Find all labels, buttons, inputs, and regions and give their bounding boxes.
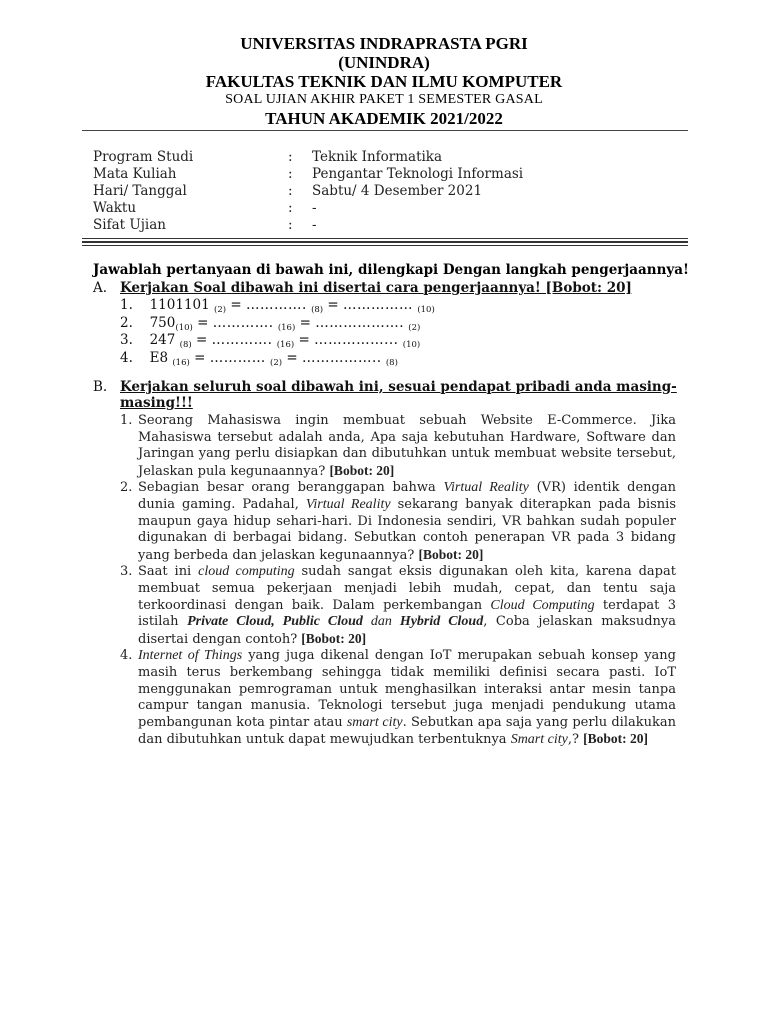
question-weight: [Bobot: 20] (583, 731, 648, 747)
question-number: 4. (120, 648, 133, 664)
info-row (93, 217, 683, 234)
number-value: 247 (149, 332, 176, 348)
question-term: dan (362, 614, 400, 630)
essay-question-list (120, 413, 676, 749)
question-text: . Sebutkan apa saja yang perlu dilakukan dan dibutuhkan untuk dapat mewujudkan terbentuknya (138, 714, 676, 748)
equals: = (282, 349, 302, 366)
question-text: ,? (567, 732, 584, 748)
info-row (93, 166, 683, 183)
list-item (120, 315, 435, 333)
answer-blank: …………. (245, 297, 307, 313)
question-term: Private Cloud, Public Cloud (187, 614, 363, 630)
info-colon: : (288, 166, 293, 182)
base-subscript: (10) (417, 305, 435, 315)
question-number: 1. (120, 413, 133, 428)
equals: = (295, 314, 316, 331)
equals: = (323, 297, 344, 313)
question-weight: [Bobot: 20] (301, 630, 367, 646)
question-text: , Coba jelaskan maksudnya disertai dengan contoh? (138, 614, 676, 647)
info-key: Sifat Ujian (93, 217, 166, 233)
info-row (93, 183, 683, 200)
question-term: Cloud Computing (490, 597, 595, 613)
question-text: Sebagian besar orang beranggapan bahwa (138, 480, 444, 496)
general-instruction: Jawablah pertanyaan di bawah ini, dilengkapi Dengan langkah pengerjaannya! (93, 262, 689, 278)
question-text: (VR) identik dengan dunia gaming. Padahal, (138, 480, 676, 512)
info-colon: : (288, 200, 293, 216)
exam-info-table (93, 149, 683, 234)
triple-divider (82, 238, 688, 246)
info-value: Pengantar Teknologi Informasi (312, 166, 524, 182)
university-name: UNIVERSITAS INDRAPRASTA PGRI (240, 34, 528, 53)
base-subscript: (16) (172, 357, 190, 368)
question-text: terdapat 3 istilah (138, 597, 676, 630)
question-text: sudah sangat eksis digunakan oleh kita, karena dapat membuat semua pekerjaan menjadi lebih mudah, cepat, dan tentu saja terkoordinasi dengan baik. Dalam perkembangan (138, 564, 676, 613)
info-colon: : (288, 149, 293, 165)
info-value: Teknik Informatika (312, 149, 443, 165)
question-term: Hybrid Cloud (399, 614, 484, 630)
info-value: - (312, 217, 317, 233)
question-term: cloud computing (198, 564, 295, 580)
question-weight: [Bobot: 20] (418, 546, 484, 562)
question-item (120, 413, 676, 480)
header-divider (82, 130, 688, 131)
info-row (93, 200, 683, 217)
item-number: 2. (120, 314, 133, 331)
info-key: Waktu (93, 200, 137, 216)
item-number: 1. (120, 297, 133, 313)
info-key: Program Studi (93, 149, 194, 165)
base-subscript: (2) (214, 305, 227, 315)
question-number: 3. (120, 564, 133, 580)
document-header (0, 34, 768, 129)
answer-blank: …………… (343, 297, 414, 313)
base-subscript: (8) (385, 357, 398, 368)
question-text: Seorang Mahasiswa ingin membuat sebuah Website E-Commerce. Jika Mahasiswa tersebut adalah anda, Apa saja kebutuhan Hardware, Software dan Jaringan yang perlu disiapkan dan dibutuhkan untuk membuat website tersebut, Jelaskan pula kegunaannya? (138, 413, 676, 479)
question-text: yang juga dikenal dengan IoT merupakan sebuah konsep yang masih terus berkembang sehingga tidak memiliki definisi secara pasti. IoT menggunakan pemrograman untuk menghasilkan interaksi antar mesin tanpa campur tangan manusia. Teknologi tersebut juga menjadi pendukung utama pembangunan kota pintar atau (138, 648, 676, 730)
section-b-heading: Kerjakan seluruh soal dibawah ini, sesuai pendapat pribadi anda masing-masing!!! (120, 379, 677, 411)
base-subscript: (2) (270, 357, 283, 368)
answer-blank: …………. (211, 332, 273, 348)
info-colon: : (288, 183, 293, 199)
number-value: 1101101 (149, 297, 210, 313)
academic-year: TAHUN AKADEMIK 2021/2022 (265, 109, 503, 128)
base-subscript: (8) (179, 340, 192, 350)
conversion-list (120, 297, 435, 367)
base-subscript: (16) (276, 340, 295, 350)
base-subscript: (16) (277, 322, 296, 333)
answer-blank: ………… (209, 349, 266, 366)
info-key: Hari/ Tanggal (93, 183, 187, 199)
section-b-label: B. (93, 379, 108, 395)
equals: = (226, 297, 246, 313)
question-term: Virtual Reality (305, 496, 391, 512)
item-number: 3. (120, 332, 133, 348)
university-acronym: (UNINDRA) (338, 53, 430, 72)
question-term: Smart city (510, 732, 568, 748)
equals: = (294, 332, 315, 348)
base-subscript: (10) (402, 340, 421, 350)
question-item (120, 564, 676, 648)
answer-blank: ………………. (315, 314, 404, 331)
number-value: E8 (149, 349, 169, 366)
question-text: Saat ini (138, 564, 199, 580)
list-item (120, 350, 435, 368)
question-term: Virtual Reality (443, 480, 529, 496)
equals: = (191, 332, 212, 348)
question-term: Internet of Things (138, 648, 243, 664)
info-row (93, 149, 683, 166)
info-key: Mata Kuliah (93, 166, 177, 182)
question-text: sekarang banyak diterapkan pada bisnis maupun gaya hidup sehari-hari. Di Indonesia sendiri, VR bahkan sudah populer digunakan di berbagai bidang. Sebutkan contoh penerapan VR pada 3 bidang yang berbeda dan jelaskan kegunaannya? (138, 496, 676, 563)
section-a-heading: Kerjakan Soal dibawah ini disertai cara pengerjaannya! [Bobot: 20] (120, 280, 632, 296)
faculty-name: FAKULTAS TEKNIK DAN ILMU KOMPUTER (205, 72, 563, 91)
question-term: smart city (346, 714, 403, 730)
question-weight: [Bobot: 20] (329, 462, 395, 478)
question-item (120, 480, 676, 564)
answer-blank: …………….. (301, 349, 382, 366)
base-subscript: (10) (175, 322, 193, 333)
question-number: 2. (120, 480, 133, 496)
list-item (120, 297, 435, 315)
base-subscript: (8) (311, 305, 324, 315)
info-value: - (312, 200, 317, 216)
list-item (120, 332, 435, 350)
answer-blank: ……………... (314, 332, 399, 348)
item-number: 4. (120, 349, 133, 366)
question-item (120, 648, 676, 749)
equals: = (192, 314, 213, 331)
info-value: Sabtu/ 4 Desember 2021 (312, 183, 483, 199)
base-subscript: (2) (408, 322, 421, 333)
section-a-label: A. (93, 280, 108, 296)
info-colon: : (288, 217, 293, 233)
exam-title: SOAL UJIAN AKHIR PAKET 1 SEMESTER GASAL (225, 92, 543, 107)
equals: = (189, 349, 210, 366)
number-value: 750 (149, 314, 176, 331)
answer-blank: …………. (212, 314, 274, 331)
